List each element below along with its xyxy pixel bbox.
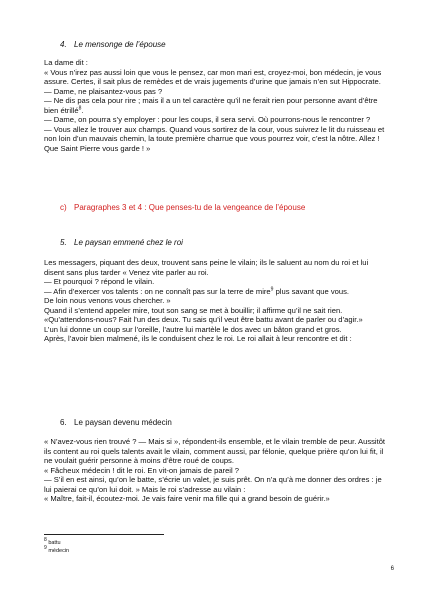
footnote-ref-9: 9 xyxy=(270,285,274,292)
footnote-9-number: 9 xyxy=(44,545,47,552)
section-4-dialogue xyxy=(44,68,388,154)
footnote-divider xyxy=(44,534,164,535)
section-6-text: « N’avez-vous rien trouvé ? — Mais si », répondent-ils ensemble, et le vilain tremble de peur. Aussitôt ils content au roi quels talents avait le vilain, comment aussi, par félonie, quelque prière qu’on lui fit, il ne voulait guérir personne à moins d’être roué de coups. « Fâcheux médecin ! dit le roi. En vit-on jamais de pareil ? — S’il en est ainsi, qu’on le batte, s’écrie un valet, je suis prêt. On n’a qu’à me donner des ordres : je lui paierai ce qu’on lui doit. » Mais le roi s’adresse au vilain : « Maître, fait-il, écoutez-moi. Je vais faire venir ma fille qui a grand besoin de guérir.» xyxy=(44,437,386,503)
footnote-8-text: battu xyxy=(48,540,61,546)
section-4-title: Le mensonge de l’épouse xyxy=(74,40,166,49)
footnote-ref-8: 8 xyxy=(78,104,82,111)
section-5-text-part1: Les messagers, piquant des deux, trouvent sans peine le vilain; ils le saluent au nom du roi et lui disent sans plus tarder « Venez vite parler au roi. — Et pourquoi ? répond le vilain. — Afin d’exercer vos talents : on ne connaît pas sur la terre de mire xyxy=(44,258,369,296)
section-4-intro: La dame dit : xyxy=(44,58,88,67)
question-letter: c) xyxy=(60,203,67,212)
footnote-8-number: 8 xyxy=(44,537,47,544)
section-4-text-part2: . — Dame, on pourra s’y employer : pour les coups, il sera servi. Où pourrons-nous le rencontrer ? — Vous allez le trouver aux champs. Quand vous sortirez de la cour, vous suivrez le lit du ruisseau et non loin d’un mauvais chemin, la toute première charrue que vous pourrez voir, c’est la nôtre. Allez ! Que Saint Pierre vous garde ! » xyxy=(44,105,385,153)
section-5-text xyxy=(44,258,388,344)
section-6-title: Le paysan devenu médecin xyxy=(74,418,172,427)
section-5-body xyxy=(44,258,388,344)
question-text: Paragraphes 3 et 4 : Que penses-tu de la vengeance de l’épouse xyxy=(74,203,306,212)
section-6-heading xyxy=(60,418,172,428)
section-5-heading xyxy=(60,238,183,248)
section-5-text-part2: plus savant que vous. De loin nous venons vous chercher. » Quand il s’entend appeler mire, tout son sang se met à bouillir; il affirme qu’il ne sait rien. «Qu’attendons-nous? Fait l’un des deux. Tu sais qu’il veut être battu avant de parler ou d’agir.» L’un lui donne un coup sur l’oreille, l’autre lui martèle le dos avec un bâton grand et gros. Après, l’avoir bien malmené, ils le conduisent chez le roi. Le roi allait à leur rencontre et dit : xyxy=(44,286,363,343)
section-6-number: 6. xyxy=(60,418,67,427)
section-4-text-part1: « Vous n’irez pas aussi loin que vous le pensez, car mon mari est, croyez-moi, bon médecin, je vous assure. Certes, il sait plus de remèdes et de vrais jugements d’urine que jamais n’en sut Hippocrate. — Dame, ne plaisantez-vous pas ? — Ne dis pas cela pour rire ; mais il a un tel caractère qu’il ne ferait rien pour personne avant d’être bien étrillé xyxy=(44,67,382,115)
footnote-9 xyxy=(44,545,70,555)
question-c xyxy=(60,203,305,213)
section-4-heading xyxy=(60,40,166,50)
footnote-9-text: médecin xyxy=(48,548,70,554)
page-number: 6 xyxy=(390,566,394,572)
section-4-body xyxy=(44,58,388,153)
section-5-title: Le paysan emmené chez le roi xyxy=(74,238,183,247)
section-5-number: 5. xyxy=(60,238,67,247)
section-4-number: 4. xyxy=(60,40,67,49)
section-6-body xyxy=(44,437,388,504)
